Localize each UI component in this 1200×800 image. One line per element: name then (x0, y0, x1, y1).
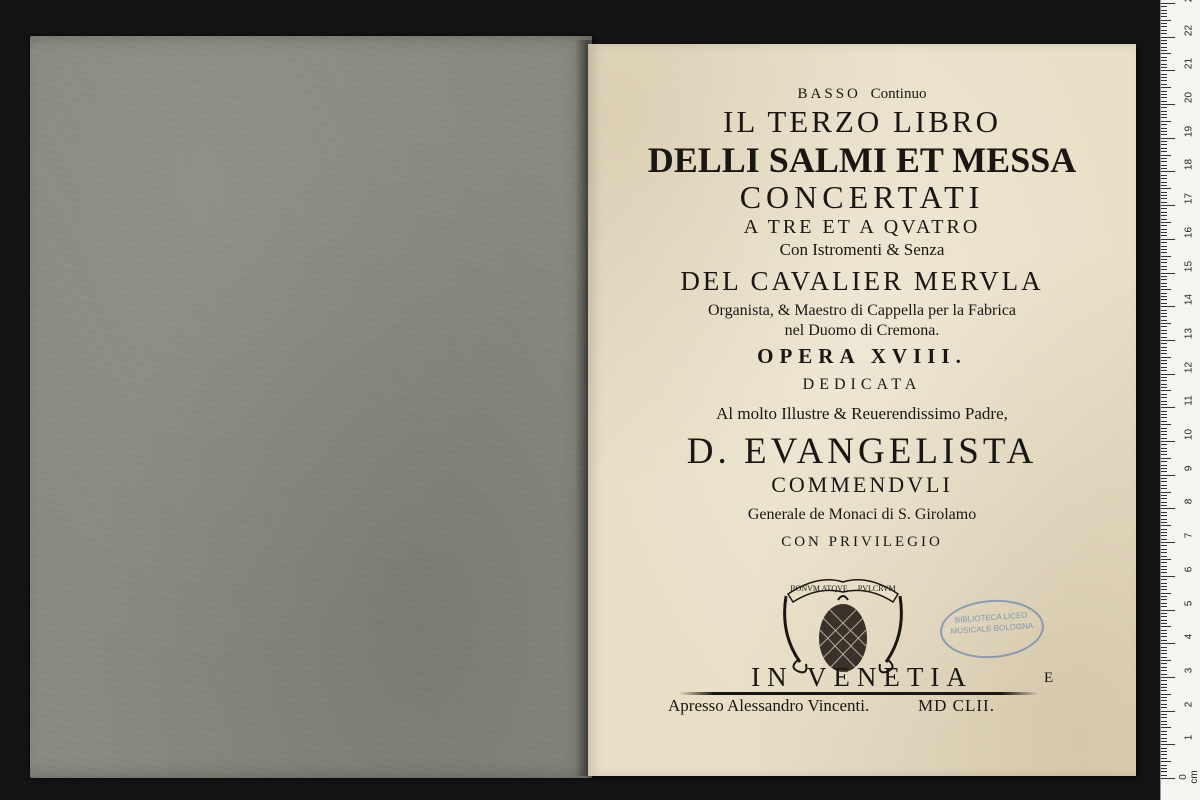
imprint-place: IN VENETIA (751, 662, 973, 692)
ruler-minor-tick (1161, 16, 1167, 17)
ruler-minor-tick (1161, 707, 1167, 708)
ruler-minor-tick (1161, 562, 1167, 563)
ruler-minor-tick (1161, 10, 1167, 11)
ruler-minor-tick (1161, 87, 1171, 88)
ruler-minor-tick (1161, 771, 1167, 772)
ruler-major-tick (1161, 104, 1175, 105)
ruler-minor-tick (1161, 569, 1167, 570)
ruler-label: 16 (1183, 226, 1195, 238)
ruler-minor-tick (1161, 26, 1167, 27)
library-stamp: BIBLIOTECA LICEO MUSICALE BOLOGNA (938, 596, 1046, 661)
ruler-minor-tick (1161, 613, 1167, 614)
ruler-minor-tick (1161, 741, 1167, 742)
ruler-minor-tick (1161, 401, 1167, 402)
ruler-minor-tick (1161, 252, 1167, 253)
ruler-minor-tick (1161, 583, 1167, 584)
ruler-minor-tick (1161, 674, 1167, 675)
ruler-minor-tick (1161, 377, 1167, 378)
ruler-minor-tick (1161, 599, 1167, 600)
author-title-line-2: nel Duomo di Cremona. (784, 322, 940, 339)
ruler-minor-tick (1161, 535, 1167, 536)
ruler-minor-tick (1161, 704, 1167, 705)
ruler-minor-tick (1161, 293, 1167, 294)
ruler-minor-tick (1161, 333, 1167, 334)
ruler-minor-tick (1161, 485, 1167, 486)
ruler-minor-tick (1161, 498, 1167, 499)
ruler-minor-tick (1161, 529, 1167, 530)
ruler-minor-tick (1161, 559, 1171, 560)
ruler-minor-tick (1161, 765, 1167, 766)
ruler-minor-tick (1161, 242, 1167, 243)
ruler-minor-tick (1161, 60, 1167, 61)
voices-line: A TRE ET A QVATRO (743, 216, 981, 238)
ruler-minor-tick (1161, 434, 1167, 435)
ruler-minor-tick (1161, 414, 1167, 415)
ruler-label: 9 (1183, 465, 1195, 471)
ruler-minor-tick (1161, 33, 1167, 34)
ruler-minor-tick (1161, 134, 1167, 135)
ruler-minor-tick (1161, 751, 1167, 752)
ruler-minor-tick (1161, 360, 1167, 361)
ruler-minor-tick (1161, 249, 1167, 250)
ruler-minor-tick (1161, 724, 1167, 725)
ruler-major-tick (1161, 273, 1175, 274)
ruler-minor-tick (1161, 731, 1167, 732)
ruler-minor-tick (1161, 259, 1167, 260)
ruler-minor-tick (1161, 505, 1167, 506)
ruler-minor-tick (1161, 131, 1167, 132)
ruler-minor-tick (1161, 212, 1167, 213)
ruler-minor-tick (1161, 215, 1167, 216)
ruler-minor-tick (1161, 411, 1167, 412)
ruler-minor-tick (1161, 310, 1167, 311)
author-title-line-1: Organista, & Maestro di Cappella per la Fabrica (707, 302, 1017, 319)
ruler-minor-tick (1161, 57, 1167, 58)
ruler-minor-tick (1161, 394, 1167, 395)
ruler-major-tick (1161, 3, 1175, 4)
ruler-minor-tick (1161, 684, 1167, 685)
ruler-minor-tick (1161, 188, 1171, 189)
ruler-minor-tick (1161, 721, 1167, 722)
title-page (588, 44, 1136, 776)
instruments-line: Con Istromenti & Senza (779, 240, 945, 259)
ruler-minor-tick (1161, 387, 1167, 388)
ruler-minor-tick (1161, 589, 1167, 590)
ruler-minor-tick (1161, 687, 1167, 688)
ruler-major-tick (1161, 677, 1175, 678)
ruler-label: 6 (1183, 566, 1195, 573)
ruler-minor-tick (1161, 323, 1171, 324)
ruler-major-tick (1161, 610, 1175, 611)
ruler-minor-tick (1161, 663, 1167, 664)
ruler-minor-tick (1161, 286, 1167, 287)
ruler-minor-tick (1161, 198, 1167, 199)
ruler-minor-tick (1161, 353, 1167, 354)
privilege-line: CON PRIVILEGIO (781, 534, 943, 550)
ruler-minor-tick (1161, 370, 1167, 371)
ruler-minor-tick (1161, 532, 1167, 533)
imprint-year: MD CLII. (918, 696, 995, 715)
ruler-minor-tick (1161, 363, 1167, 364)
ruler-minor-tick (1161, 623, 1167, 624)
ruler-minor-tick (1161, 53, 1171, 54)
ruler-major-tick (1161, 239, 1175, 240)
ruler-minor-tick (1161, 283, 1167, 284)
measurement-ruler (1160, 0, 1200, 800)
ruler-minor-tick (1161, 279, 1167, 280)
ruler-minor-tick (1161, 586, 1167, 587)
ruler-minor-tick (1161, 417, 1167, 418)
ruler-minor-tick (1161, 754, 1167, 755)
ruler-minor-tick (1161, 151, 1167, 152)
dedication-label: DEDICATA (802, 376, 922, 393)
ruler-minor-tick (1161, 94, 1167, 95)
ruler-minor-tick (1161, 579, 1167, 580)
ruler-label: 1 (1183, 735, 1195, 741)
opus-line: OPERA XVIII. (757, 344, 967, 368)
ruler-minor-tick (1161, 229, 1167, 230)
ruler-minor-tick (1161, 350, 1167, 351)
ruler-minor-tick (1161, 225, 1167, 226)
ruler-minor-tick (1161, 316, 1167, 317)
ruler-minor-tick (1161, 727, 1171, 728)
ruler-major-tick (1161, 70, 1175, 71)
ruler-major-tick (1161, 37, 1175, 38)
ruler-major-tick (1161, 643, 1175, 644)
ruler-minor-tick (1161, 77, 1167, 78)
ruler-minor-tick (1161, 690, 1167, 691)
ruler-label: 11 (1183, 395, 1195, 406)
ruler-minor-tick (1161, 165, 1167, 166)
ruler-minor-tick (1161, 107, 1167, 108)
ruler-minor-tick (1161, 128, 1167, 129)
ruler-minor-tick (1161, 438, 1167, 439)
ruler-minor-tick (1161, 337, 1167, 338)
ruler-label: 4 (1183, 633, 1195, 640)
ruler-minor-tick (1161, 525, 1171, 526)
device-motto-text: BONVM ATQVE ... PVLCRVM (790, 584, 896, 593)
ruler-minor-tick (1161, 313, 1167, 314)
ruler-label: 3 (1183, 667, 1195, 674)
ruler-minor-tick (1161, 694, 1171, 695)
ruler-minor-tick (1161, 168, 1167, 169)
ruler-minor-tick (1161, 30, 1167, 31)
ruler-minor-tick (1161, 549, 1167, 550)
ruler-minor-tick (1161, 461, 1167, 462)
ruler-minor-tick (1161, 303, 1167, 304)
ruler-major-tick (1161, 576, 1175, 577)
ruler-major-tick (1161, 138, 1175, 139)
ruler-minor-tick (1161, 667, 1167, 668)
ruler-minor-tick (1161, 13, 1167, 14)
ruler-minor-tick (1161, 384, 1167, 385)
ruler-minor-tick (1161, 101, 1167, 102)
ruler-major-tick (1161, 508, 1175, 509)
ruler-minor-tick (1161, 616, 1167, 617)
ruler-minor-tick (1161, 626, 1171, 627)
ruler-minor-tick (1161, 326, 1167, 327)
ruler-minor-tick (1161, 175, 1167, 176)
ruler-minor-tick (1161, 647, 1167, 648)
ruler-minor-tick (1161, 653, 1167, 654)
ruler-label: 2 (1183, 701, 1195, 707)
ruler-minor-tick (1161, 192, 1167, 193)
ruler-major-tick (1161, 407, 1175, 408)
ruler-minor-tick (1161, 182, 1167, 183)
ruler-minor-tick (1161, 114, 1167, 115)
ruler-major-tick (1161, 778, 1175, 779)
ruler-minor-tick (1161, 121, 1171, 122)
ruler-minor-tick (1161, 178, 1167, 179)
dedicatee-surname: COMMENDVLI (771, 472, 953, 497)
ruler-minor-tick (1161, 481, 1167, 482)
author-line: DEL CAVALIER MERVLA (680, 266, 1044, 296)
ruler-minor-tick (1161, 232, 1167, 233)
ruler-minor-tick (1161, 208, 1167, 209)
ruler-minor-tick (1161, 552, 1167, 553)
ruler-minor-tick (1161, 761, 1171, 762)
ruler-minor-tick (1161, 717, 1167, 718)
imprint-rule (678, 692, 1038, 695)
ruler-minor-tick (1161, 74, 1167, 75)
ruler-minor-tick (1161, 492, 1171, 493)
ruler-label: 5 (1183, 600, 1195, 606)
ruler-minor-tick (1161, 454, 1167, 455)
ruler-minor-tick (1161, 219, 1167, 220)
ruler-minor-tick (1161, 421, 1167, 422)
ruler-minor-tick (1161, 478, 1167, 479)
ruler-minor-tick (1161, 424, 1171, 425)
ruler-minor-tick (1161, 6, 1167, 7)
ruler-minor-tick (1161, 347, 1167, 348)
ruler-minor-tick (1161, 380, 1167, 381)
ruler-minor-tick (1161, 111, 1167, 112)
ruler-minor-tick (1161, 296, 1167, 297)
ruler-minor-tick (1161, 185, 1167, 186)
ruler-major-tick (1161, 340, 1175, 341)
ruler-minor-tick (1161, 471, 1167, 472)
ruler-minor-tick (1161, 84, 1167, 85)
ruler-minor-tick (1161, 451, 1167, 452)
ruler-minor-tick (1161, 262, 1167, 263)
ruler-label: 0 cm (1178, 770, 1200, 784)
ruler-minor-tick (1161, 299, 1167, 300)
grey-paper-cover (30, 36, 592, 778)
ruler-minor-tick (1161, 266, 1167, 267)
ruler-minor-tick (1161, 468, 1167, 469)
ruler-label: 17 (1183, 193, 1195, 205)
ruler-minor-tick (1161, 117, 1167, 118)
dedicatee-name: D. EVANGELISTA (686, 431, 1038, 472)
ruler-major-tick (1161, 374, 1175, 375)
ruler-major-tick (1161, 171, 1175, 172)
ruler-minor-tick (1161, 320, 1167, 321)
ruler-minor-tick (1161, 97, 1167, 98)
ruler-label: 20 (1183, 91, 1195, 104)
ruler-minor-tick (1161, 556, 1167, 557)
ruler-minor-tick (1161, 539, 1167, 540)
ruler-minor-tick (1161, 734, 1167, 735)
dedicatee-intro: Al molto Illustre & Reuerendissimo Padre, (716, 404, 1008, 423)
ruler-minor-tick (1161, 502, 1167, 503)
basso-text: BASSO (797, 86, 861, 102)
ruler-minor-tick (1161, 67, 1167, 68)
part-heading (588, 86, 1136, 103)
ruler-minor-tick (1161, 714, 1167, 715)
ruler-minor-tick (1161, 640, 1167, 641)
ruler-minor-tick (1161, 748, 1167, 749)
ruler-minor-tick (1161, 700, 1167, 701)
ruler-label: 14 (1183, 294, 1195, 306)
ruler-minor-tick (1161, 519, 1167, 520)
ruler-major-tick (1161, 711, 1175, 712)
ruler-minor-tick (1161, 64, 1167, 65)
ruler-label: 13 (1183, 327, 1195, 339)
ruler-minor-tick (1161, 80, 1167, 81)
ruler-minor-tick (1161, 276, 1167, 277)
ruler-minor-tick (1161, 144, 1167, 145)
ruler-minor-tick (1161, 488, 1167, 489)
ruler-minor-tick (1161, 495, 1167, 496)
ruler-minor-tick (1161, 738, 1167, 739)
ruler-minor-tick (1161, 593, 1171, 594)
ruler-minor-tick (1161, 448, 1167, 449)
ruler-major-tick (1161, 205, 1175, 206)
ruler-minor-tick (1161, 246, 1167, 247)
ruler-minor-tick (1161, 343, 1167, 344)
ruler-minor-tick (1161, 50, 1167, 51)
continuo-text: Continuo (870, 86, 927, 102)
ruler-minor-tick (1161, 195, 1167, 196)
ruler-major-tick (1161, 475, 1175, 476)
ruler-minor-tick (1161, 758, 1167, 759)
ruler-minor-tick (1161, 566, 1167, 567)
ruler-minor-tick (1161, 670, 1167, 671)
ruler-minor-tick (1161, 43, 1167, 44)
publisher-name: Apresso Alessandro Vincenti. (668, 696, 870, 715)
ruler-minor-tick (1161, 768, 1167, 769)
ruler-major-tick (1161, 441, 1175, 442)
ruler-minor-tick (1161, 155, 1171, 156)
ruler-label: 22 (1183, 24, 1195, 36)
ruler-minor-tick (1161, 515, 1167, 516)
ruler-minor-tick (1161, 458, 1171, 459)
ruler-label: 21 (1183, 58, 1195, 70)
ruler-minor-tick (1161, 431, 1167, 432)
ruler-minor-tick (1161, 636, 1167, 637)
ruler-major-tick (1161, 542, 1175, 543)
title-line-3: CONCERTATI (739, 179, 985, 215)
ruler-minor-tick (1161, 158, 1167, 159)
ruler-minor-tick (1161, 444, 1167, 445)
ruler-minor-tick (1161, 202, 1167, 203)
ruler-minor-tick (1161, 330, 1167, 331)
title-line-1: IL TERZO LIBRO (723, 104, 1001, 139)
ruler-label: 15 (1183, 260, 1195, 272)
ruler-minor-tick (1161, 633, 1167, 634)
ruler-minor-tick (1161, 20, 1171, 21)
signature-mark: E (1044, 670, 1054, 686)
ruler-minor-tick (1161, 269, 1167, 270)
ruler-major-tick (1161, 744, 1175, 745)
ruler-label: 19 (1183, 125, 1195, 137)
ruler-label: 10 (1183, 428, 1195, 441)
ruler-minor-tick (1161, 91, 1167, 92)
dedicatee-title: Generale de Monaci di S. Girolamo (747, 506, 977, 523)
ruler-minor-tick (1161, 141, 1167, 142)
ruler-label: 12 (1183, 361, 1195, 373)
ruler-minor-tick (1161, 620, 1167, 621)
ruler-minor-tick (1161, 161, 1167, 162)
ruler-minor-tick (1161, 428, 1167, 429)
ruler-major-tick (1161, 306, 1175, 307)
ruler-minor-tick (1161, 404, 1167, 405)
ruler-minor-tick (1161, 397, 1167, 398)
ruler-minor-tick (1161, 650, 1167, 651)
ruler-minor-tick (1161, 390, 1171, 391)
ruler-minor-tick (1161, 603, 1167, 604)
ruler-minor-tick (1161, 522, 1167, 523)
ruler-minor-tick (1161, 235, 1167, 236)
ruler-minor-tick (1161, 222, 1171, 223)
ruler-minor-tick (1161, 124, 1167, 125)
title-line-2: DELLI SALMI ET MESSA (647, 140, 1077, 180)
ruler-minor-tick (1161, 545, 1167, 546)
ruler-minor-tick (1161, 512, 1167, 513)
ruler-label: 18 (1183, 159, 1195, 171)
ruler-minor-tick (1161, 47, 1167, 48)
ruler-minor-tick (1161, 289, 1171, 290)
ruler-minor-tick (1161, 40, 1167, 41)
ruler-minor-tick (1161, 660, 1171, 661)
ruler-minor-tick (1161, 630, 1167, 631)
ruler-minor-tick (1161, 23, 1167, 24)
ruler-label: 7 (1183, 532, 1195, 539)
ruler-minor-tick (1161, 775, 1167, 776)
ruler-label: 8 (1183, 499, 1195, 505)
ruler-label (1184, 0, 1195, 6)
ruler-minor-tick (1161, 680, 1167, 681)
ruler-minor-tick (1161, 256, 1171, 257)
ruler-minor-tick (1161, 606, 1167, 607)
ruler-minor-tick (1161, 148, 1167, 149)
ruler-minor-tick (1161, 596, 1167, 597)
ruler-minor-tick (1161, 465, 1167, 466)
ruler-minor-tick (1161, 657, 1167, 658)
ruler-minor-tick (1161, 367, 1167, 368)
ruler-minor-tick (1161, 357, 1171, 358)
ruler-minor-tick (1161, 572, 1167, 573)
ruler-minor-tick (1161, 697, 1167, 698)
